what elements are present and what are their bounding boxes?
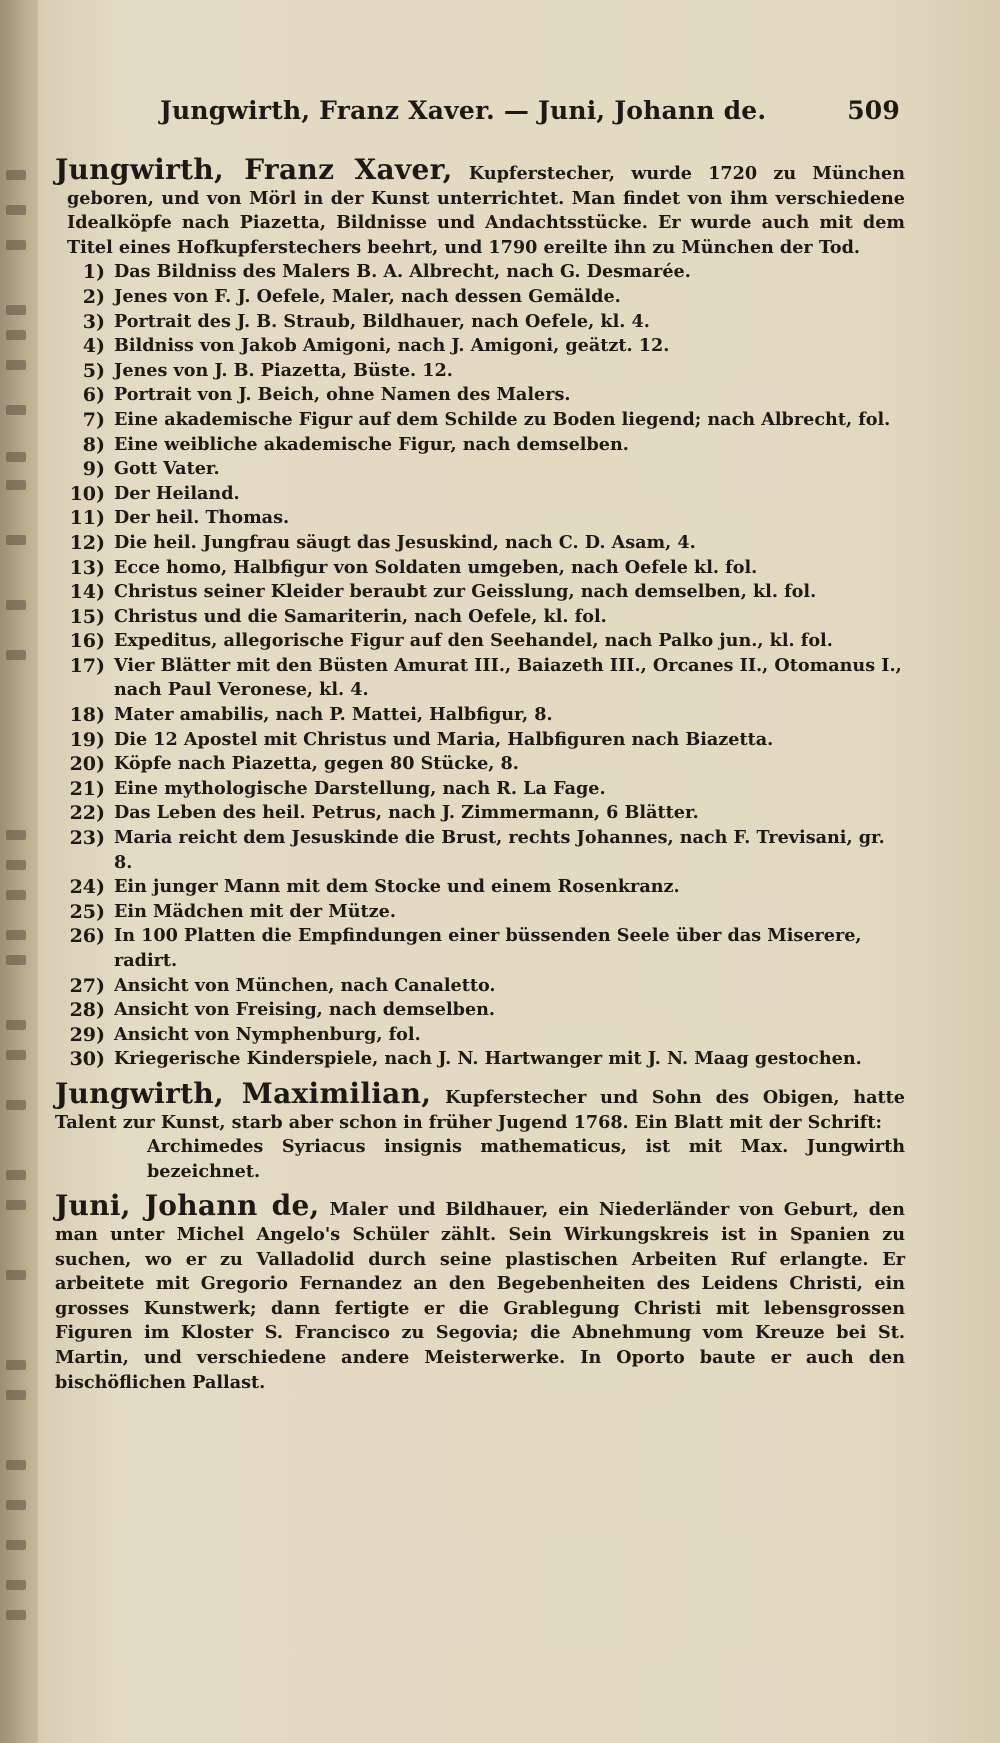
entry-text: Kupferstecher und Sohn des Obigen, hatte Talent zur Kunst, starb aber schon in früher Jugend 1768. Ein Blatt mit der Schrift: <box>55 1086 905 1133</box>
gutter-mark <box>6 1200 26 1210</box>
gutter-mark <box>6 860 26 870</box>
list-item <box>69 654 905 703</box>
item-text: Kriegerische Kinderspiele, nach J. N. Hartwanger mit J. N. Maag gestochen. <box>114 1048 862 1070</box>
gutter-mark <box>6 890 26 900</box>
item-text: Jenes von F. J. Oefele, Maler, nach dessen Gemälde. <box>114 285 621 307</box>
gutter-mark <box>6 330 26 340</box>
item-number: 26) <box>69 925 105 948</box>
entry-juni-johann-de <box>55 1189 905 1395</box>
gutter-mark <box>6 1390 26 1400</box>
item-text: Maria reicht dem Jesuskinde die Brust, rechts Johannes, nach F. Trevisani, gr. 8. <box>114 827 885 873</box>
item-number: 20) <box>69 753 105 776</box>
item-text: In 100 Platten die Empfindungen einer büssenden Seele über das Miserere, radirt. <box>114 925 862 971</box>
list-item <box>69 605 905 630</box>
item-text: Eine mythologische Darstellung, nach R. La Fage. <box>114 777 606 799</box>
list-item <box>69 826 905 875</box>
item-text: Die 12 Apostel mit Christus und Maria, Halbfiguren nach Biazetta. <box>114 728 774 750</box>
item-number: 25) <box>69 900 105 923</box>
item-number: 30) <box>69 1048 105 1071</box>
item-text: Ein junger Mann mit dem Stocke und einem Rosenkranz. <box>114 876 680 898</box>
list-item <box>69 580 905 605</box>
item-number: 18) <box>69 704 105 727</box>
gutter-mark <box>6 480 26 490</box>
item-number: 12) <box>69 531 105 554</box>
item-text: Mater amabilis, nach P. Mattei, Halbfigur, 8. <box>114 704 553 726</box>
gutter-mark <box>6 360 26 370</box>
gutter-mark <box>6 1100 26 1110</box>
entry-jungwirth-franz-xaver <box>55 153 905 260</box>
list-item <box>69 629 905 654</box>
gutter-mark <box>6 240 26 250</box>
item-text: Vier Blätter mit den Büsten Amurat III., Baiazeth III., Orcanes II., Otomanus I., nach Paul Veronese, kl. 4. <box>114 654 902 701</box>
item-number: 19) <box>69 728 105 751</box>
item-text: Ansicht von München, nach Canaletto. <box>114 974 496 996</box>
item-number: 1) <box>82 261 105 284</box>
list-item <box>69 900 905 925</box>
entry-name: Jungwirth, Franz Xaver, <box>55 153 453 186</box>
gutter-mark <box>6 1540 26 1550</box>
list-item <box>82 383 905 408</box>
list-item <box>69 506 905 531</box>
list-item <box>69 777 905 802</box>
gutter-mark <box>6 305 26 315</box>
item-number: 21) <box>69 777 105 800</box>
item-number: 13) <box>69 556 105 579</box>
gutter-mark <box>6 1270 26 1280</box>
entry-name: Juni, Johann de, <box>55 1189 320 1223</box>
item-text: Portrait des J. B. Straub, Bildhauer, nach Oefele, kl. 4. <box>114 310 650 332</box>
item-text: Eine weibliche akademische Figur, nach demselben. <box>114 433 629 455</box>
page-content <box>55 153 905 1395</box>
item-number: 27) <box>69 974 105 997</box>
list-item <box>69 1047 905 1072</box>
list-item <box>69 801 905 826</box>
gutter-mark <box>6 535 26 545</box>
list-item <box>82 334 905 359</box>
gutter-mark <box>6 650 26 660</box>
gutter-mark <box>6 405 26 415</box>
gutter-mark <box>6 600 26 610</box>
item-number: 17) <box>69 654 105 677</box>
list-item <box>82 310 905 335</box>
list-item <box>82 260 905 285</box>
gutter-mark <box>6 955 26 965</box>
item-text: Ein Mädchen mit der Mütze. <box>114 900 396 922</box>
gutter-mark <box>6 830 26 840</box>
item-text: Expeditus, allegorische Figur auf den Seehandel, nach Palko jun., kl. fol. <box>114 630 833 652</box>
gutter-mark <box>6 1500 26 1510</box>
item-number: 8) <box>82 433 105 456</box>
item-text: Der heil. Thomas. <box>114 507 290 529</box>
entry-jungwirth-maximilian <box>55 1076 905 1135</box>
list-item <box>69 752 905 777</box>
running-header <box>160 96 900 125</box>
list-item <box>82 457 905 482</box>
list-item <box>82 408 905 433</box>
list-item <box>69 531 905 556</box>
item-number: 2) <box>82 285 105 308</box>
list-item <box>69 998 905 1023</box>
list-item <box>69 556 905 581</box>
item-text: Die heil. Jungfrau säugt das Jesuskind, nach C. D. Asam, 4. <box>114 531 696 553</box>
gutter-mark <box>6 452 26 462</box>
entry-name: Jungwirth, Maximilian, <box>55 1076 432 1110</box>
item-number: 22) <box>69 802 105 825</box>
item-number: 29) <box>69 1023 105 1046</box>
item-number: 11) <box>69 507 105 530</box>
item-number: 23) <box>69 827 105 850</box>
item-text: Das Bildniss des Malers B. A. Albrecht, nach G. Desmarée. <box>114 261 691 283</box>
entry-text: Maler und Bildhauer, ein Niederländer von Geburt, den man unter Michel Angelo's Schüler zählt. Sein Wirkungskreis ist in Spanien zu suchen, wo er zu Valladolid durch seine plastischen Arbeiten Ruf erlangte. Er arbeitete mit Gregorio Fernandez an den Begebenheiten des Leidens Christi, ein grosses Kunstwerk; dann fertigte er die Grablegung Christi mit lebensgrossen Figuren im Kloster S. Francisco zu Segovia; die Abnehmung vom Kreuze bei St. Martin, und verschiedene andere Meisterwerke. In Oporto baute er auch den bischöflichen Pallast. <box>55 1199 905 1393</box>
item-number: 5) <box>82 359 105 382</box>
item-text: Ansicht von Nymphenburg, fol. <box>114 1023 421 1045</box>
item-text: Das Leben des heil. Petrus, nach J. Zimmermann, 6 Blätter. <box>114 802 699 824</box>
item-text: Ecce homo, Halbfigur von Soldaten umgeben, nach Oefele kl. fol. <box>114 556 758 578</box>
item-text: Gott Vater. <box>114 458 220 480</box>
gutter-mark <box>6 930 26 940</box>
list-item <box>69 728 905 753</box>
entry-quote: Archimedes Syriacus insignis mathematicus, ist mit Max. Jungwirth bezeichnet. <box>147 1136 905 1182</box>
item-text: Bildniss von Jakob Amigoni, nach J. Amigoni, geätzt. 12. <box>114 335 670 357</box>
item-text: Köpfe nach Piazetta, gegen 80 Stücke, 8. <box>114 753 519 775</box>
list-item <box>69 875 905 900</box>
list-item <box>82 433 905 458</box>
list-item <box>69 974 905 999</box>
entry-text: Kupferstecher, wurde 1720 zu München geboren, und von Mörl in der Kunst unterrichtet. Man findet von ihm verschiedene Idealköpfe nach Piazetta, Bildnisse und Andachtsstücke. Er wurde auch mit dem Titel eines Hofkupferstechers beehrt, und 1790 ereilte ihn zu München der Tod. <box>67 163 905 258</box>
item-text: Christus seiner Kleider beraubt zur Geisslung, nach demselben, kl. fol. <box>114 581 817 603</box>
item-number: 15) <box>69 605 105 628</box>
gutter-mark <box>6 1360 26 1370</box>
gutter-mark <box>6 1580 26 1590</box>
list-item <box>69 482 905 507</box>
item-text: Christus und die Samariterin, nach Oefele, kl. fol. <box>114 605 607 627</box>
book-gutter <box>0 0 38 1743</box>
item-number: 6) <box>82 384 105 407</box>
gutter-mark <box>6 1170 26 1180</box>
list-item <box>82 285 905 310</box>
item-text: Der Heiland. <box>114 482 240 504</box>
item-number: 7) <box>82 408 105 431</box>
item-number: 16) <box>69 630 105 653</box>
gutter-mark <box>6 1050 26 1060</box>
item-text: Jenes von J. B. Piazetta, Büste. 12. <box>114 359 453 381</box>
gutter-mark <box>6 1610 26 1620</box>
item-number: 9) <box>82 458 105 481</box>
gutter-mark <box>6 1460 26 1470</box>
list-item <box>69 924 905 973</box>
list-item <box>69 1023 905 1048</box>
page-number: 509 <box>847 96 900 125</box>
item-number: 10) <box>69 482 105 505</box>
gutter-mark <box>6 170 26 180</box>
header-title: Jungwirth, Franz Xaver. — Juni, Johann de. <box>160 96 767 125</box>
list-item <box>69 703 905 728</box>
list-item <box>82 359 905 384</box>
gutter-mark <box>6 205 26 215</box>
item-number: 3) <box>82 310 105 333</box>
item-text: Portrait von J. Beich, ohne Namen des Malers. <box>114 384 571 406</box>
item-number: 24) <box>69 876 105 899</box>
item-number: 4) <box>82 335 105 358</box>
works-list <box>55 260 905 1072</box>
item-text: Eine akademische Figur auf dem Schilde zu Boden liegend; nach Albrecht, fol. <box>114 408 891 430</box>
item-number: 14) <box>69 581 105 604</box>
item-text: Ansicht von Freising, nach demselben. <box>114 999 496 1021</box>
gutter-mark <box>6 1020 26 1030</box>
item-number: 28) <box>69 999 105 1022</box>
